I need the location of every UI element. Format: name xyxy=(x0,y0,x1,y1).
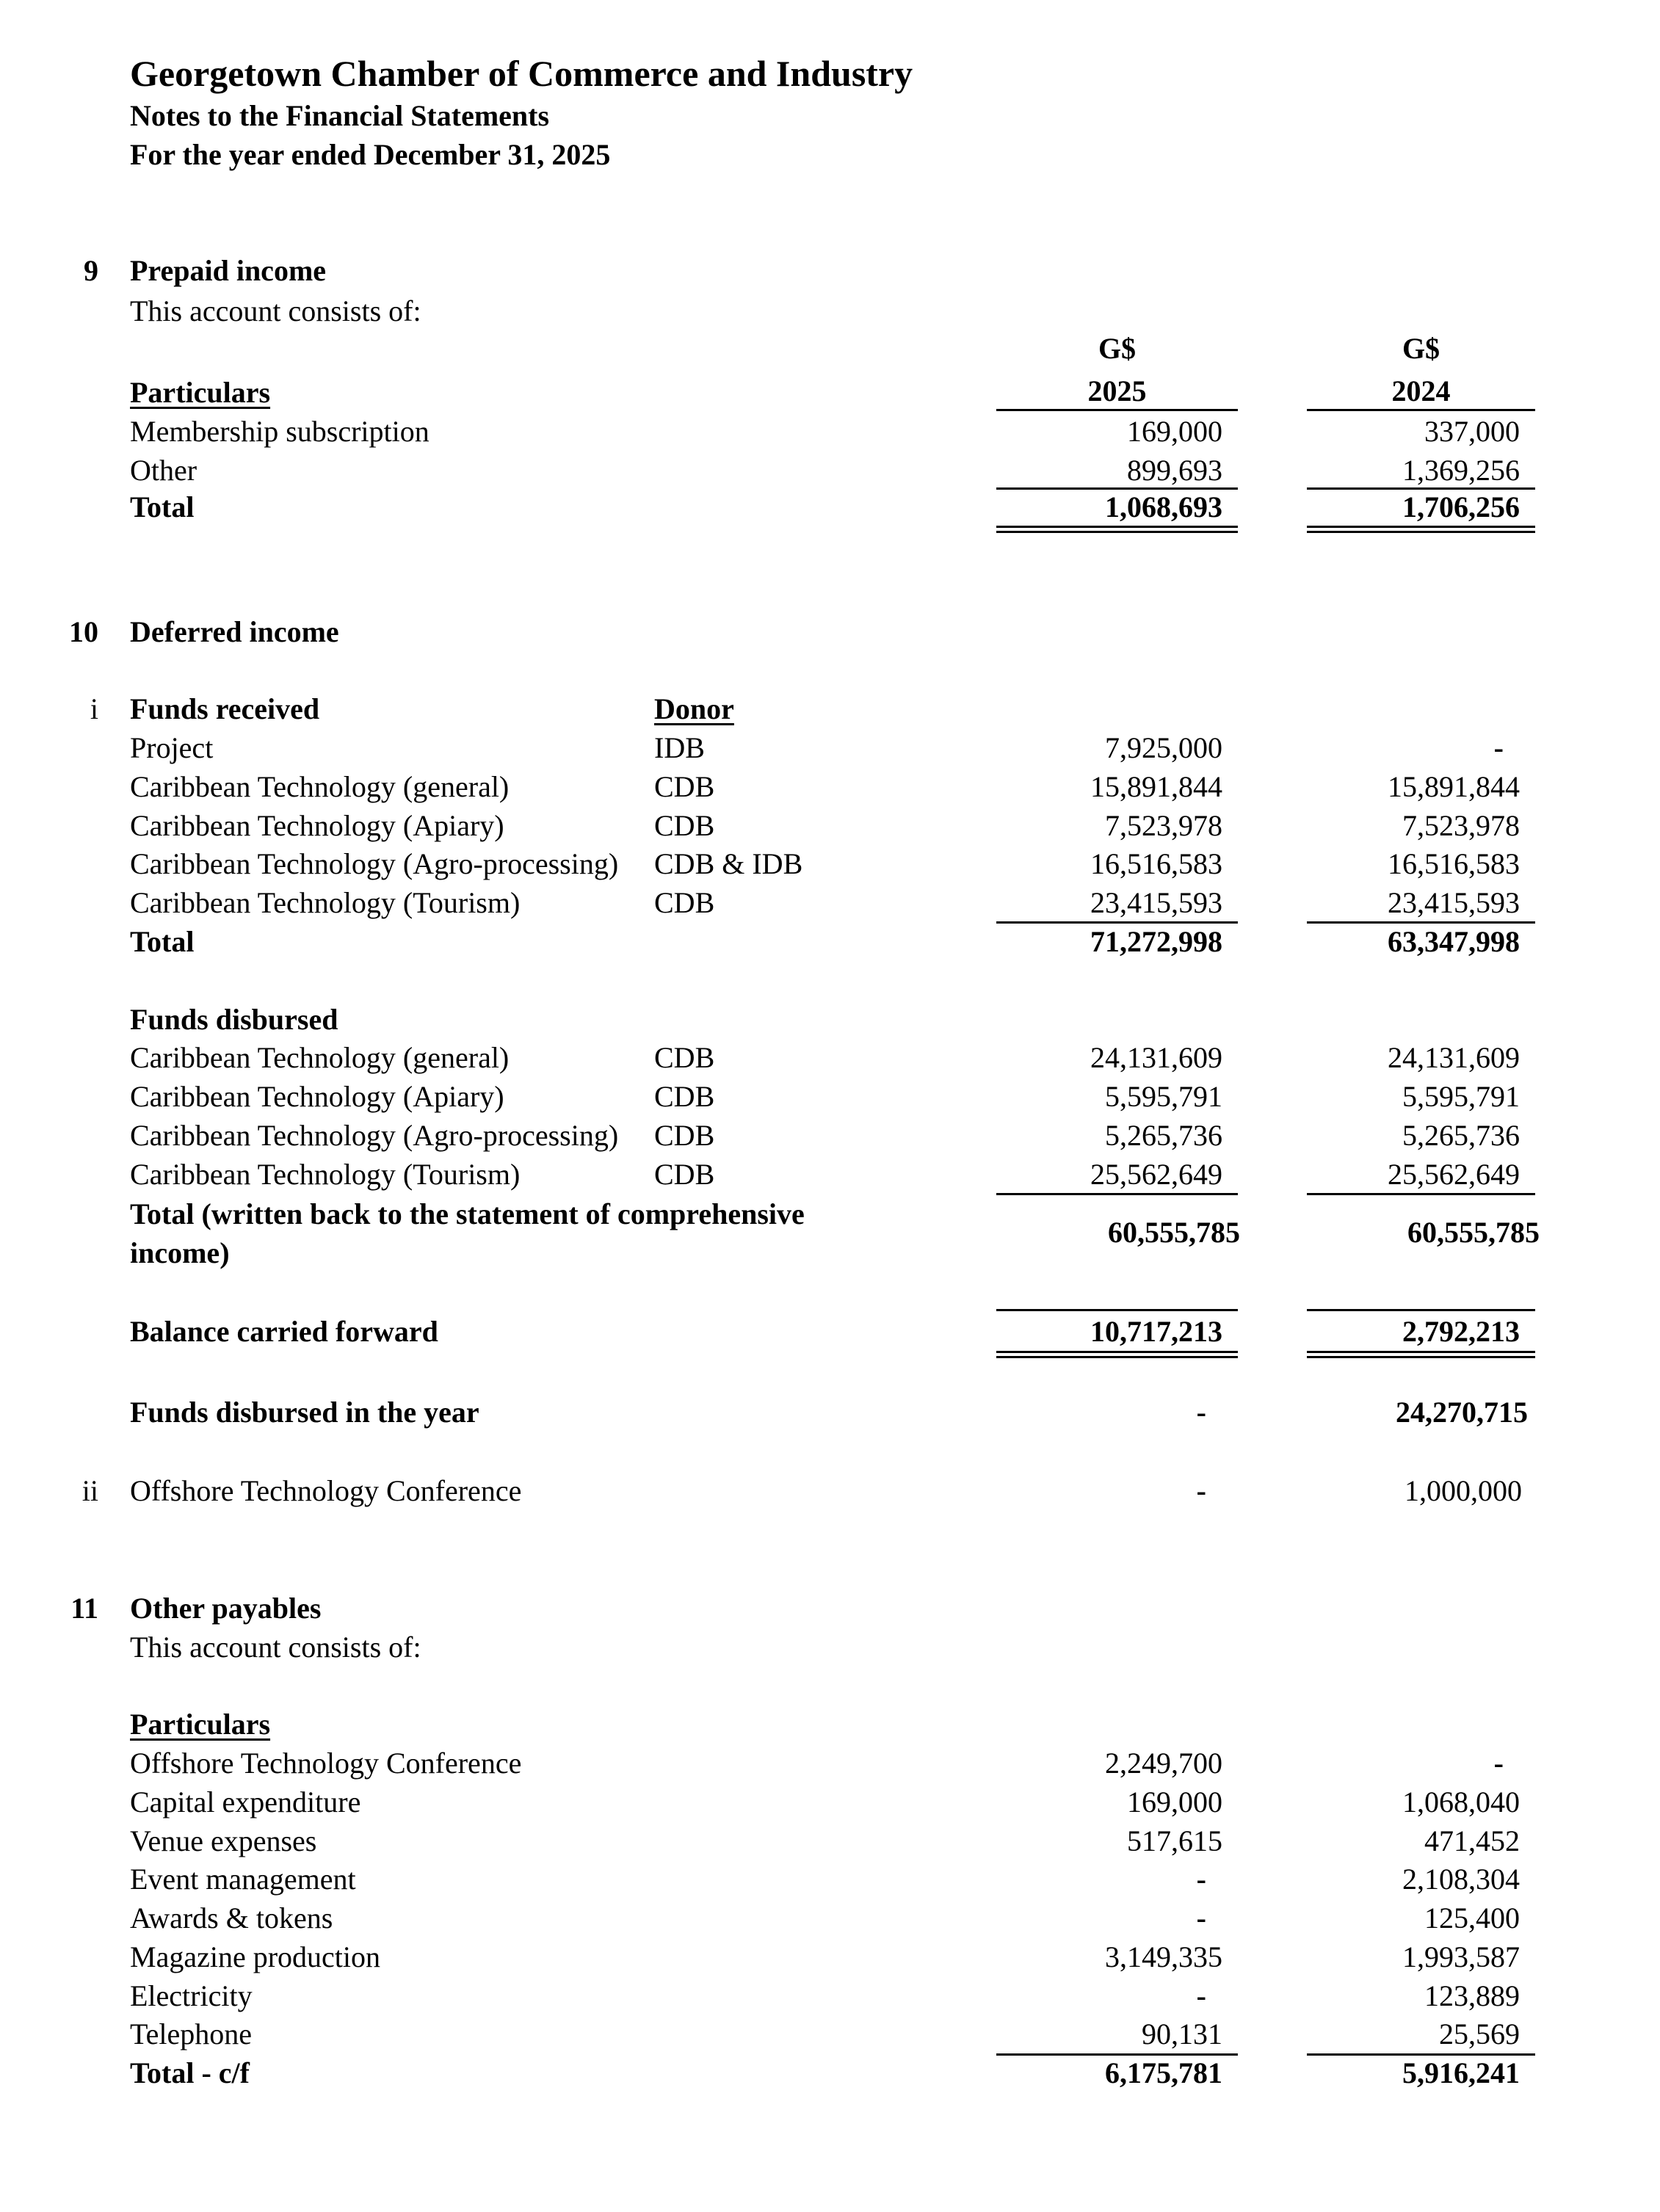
double-rule xyxy=(996,531,1238,533)
total-2024: 63,347,998 xyxy=(1388,925,1520,958)
row-label: Offshore Technology Conference xyxy=(130,1474,522,1507)
value-2024: 5,595,791 xyxy=(1402,1080,1520,1113)
donor-heading: Donor xyxy=(654,692,734,725)
value-2025: 5,595,791 xyxy=(1105,1080,1222,1113)
rule xyxy=(1307,1309,1535,1311)
value-2025: 169,000 xyxy=(1127,415,1222,448)
donor: CDB xyxy=(654,1158,715,1191)
value-2025: 7,925,000 xyxy=(1105,731,1222,764)
value-2024: 25,562,649 xyxy=(1388,1158,1520,1191)
row-label: Membership subscription xyxy=(130,415,430,448)
donor: CDB xyxy=(654,809,715,842)
total-2025: 71,272,998 xyxy=(1090,925,1222,958)
value-2025: 517,615 xyxy=(1127,1824,1222,1857)
row-label: Caribbean Technology (general) xyxy=(130,1041,510,1074)
header-rule-2024 xyxy=(1307,409,1535,411)
row-label: Magazine production xyxy=(130,1940,380,1973)
currency-header-2024: G$ xyxy=(1402,332,1440,365)
value-2025: - xyxy=(1196,1863,1206,1896)
row-label: Project xyxy=(130,731,214,764)
header-rule-2025 xyxy=(996,409,1238,411)
balance-2025: 10,717,213 xyxy=(1090,1315,1222,1348)
row-label: Awards & tokens xyxy=(130,1901,333,1934)
funds-disbursed-heading: Funds disbursed xyxy=(130,1003,338,1036)
row-label: Caribbean Technology (Tourism) xyxy=(130,1158,521,1191)
donor: CDB & IDB xyxy=(654,847,803,880)
currency-header-2025: G$ xyxy=(1098,332,1137,365)
balance-label: Balance carried forward xyxy=(130,1315,438,1348)
row-label: Telephone xyxy=(130,2017,253,2050)
value-2025: - xyxy=(1196,1901,1206,1934)
donor: CDB xyxy=(654,770,715,803)
value-2025: 24,131,609 xyxy=(1090,1041,1222,1074)
note-title: Other payables xyxy=(130,1592,322,1625)
row-label: Caribbean Technology (general) xyxy=(130,770,510,803)
note-number: 9 xyxy=(84,254,98,287)
value-2024: 5,265,736 xyxy=(1402,1119,1520,1152)
donor: IDB xyxy=(654,731,705,764)
row-label: Offshore Technology Conference xyxy=(130,1747,522,1780)
part-number: i xyxy=(90,692,98,725)
row-label: Caribbean Technology (Tourism) xyxy=(130,886,521,919)
value-2024: 7,523,978 xyxy=(1402,809,1520,842)
double-rule xyxy=(1307,526,1535,528)
balance-2024: 2,792,213 xyxy=(1402,1315,1520,1348)
double-rule xyxy=(1307,1356,1535,1358)
total-label: Total xyxy=(130,925,195,958)
total-2024: 5,916,241 xyxy=(1402,2056,1520,2089)
organization-name: Georgetown Chamber of Commerce and Industry xyxy=(130,53,913,94)
particulars-heading: Particulars xyxy=(130,376,271,409)
value-2024: 25,569 xyxy=(1439,2017,1520,2050)
value-2024: 16,516,583 xyxy=(1388,847,1520,880)
total-label: Total - c/f xyxy=(130,2056,250,2089)
part-number: ii xyxy=(81,1474,98,1507)
row-label: Event management xyxy=(130,1863,356,1896)
row-label: Electricity xyxy=(130,1979,253,2012)
value-2025: 169,000 xyxy=(1127,1785,1222,1818)
row-label: Other xyxy=(130,454,197,487)
document-subtitle: Notes to the Financial Statements xyxy=(130,99,550,132)
value-2024: 471,452 xyxy=(1424,1824,1520,1857)
value-2024: 2,108,304 xyxy=(1402,1863,1520,1896)
value-2025: 3,149,335 xyxy=(1105,1940,1222,1973)
total-2025: 60,555,785 xyxy=(1108,1216,1240,1249)
value-2025: 899,693 xyxy=(1127,454,1222,487)
value-2025: 2,249,700 xyxy=(1105,1747,1222,1780)
rule xyxy=(996,1309,1238,1311)
value-2025: 25,562,649 xyxy=(1090,1158,1222,1191)
disbursed-in-year-2024: 24,270,715 xyxy=(1396,1396,1528,1429)
value-2025: 90,131 xyxy=(1142,2017,1222,2050)
total-2025: 6,175,781 xyxy=(1105,2056,1222,2089)
note-title: Deferred income xyxy=(130,615,339,648)
note-intro: This account consists of: xyxy=(130,1631,421,1664)
row-label: Venue expenses xyxy=(130,1824,317,1857)
total-2024: 60,555,785 xyxy=(1407,1216,1540,1249)
note-number: 10 xyxy=(69,615,98,648)
year-header-2024: 2024 xyxy=(1391,374,1451,407)
value-2024: 1,369,256 xyxy=(1402,454,1520,487)
row-label: Caribbean Technology (Apiary) xyxy=(130,1080,504,1113)
value-2025: 5,265,736 xyxy=(1105,1119,1222,1152)
disbursed-in-year-label: Funds disbursed in the year xyxy=(130,1396,479,1429)
value-2024: 15,891,844 xyxy=(1388,770,1520,803)
double-rule xyxy=(1307,531,1535,533)
value-2024: 1,000,000 xyxy=(1405,1474,1522,1507)
disbursed-in-year-2025: - xyxy=(1196,1396,1206,1429)
value-2025: 16,516,583 xyxy=(1090,847,1222,880)
donor: CDB xyxy=(654,1119,715,1152)
subtotal-rule xyxy=(1307,1193,1535,1195)
double-rule xyxy=(996,1351,1238,1353)
value-2024: - xyxy=(1493,1747,1504,1780)
note-number: 11 xyxy=(70,1592,98,1625)
value-2024: 24,131,609 xyxy=(1388,1041,1520,1074)
total-label: Total xyxy=(130,490,195,523)
value-2025: 7,523,978 xyxy=(1105,809,1222,842)
row-label: Caribbean Technology (Agro-processing) xyxy=(130,1119,619,1152)
note-intro: This account consists of: xyxy=(130,294,421,327)
value-2025: - xyxy=(1196,1474,1206,1507)
value-2025: - xyxy=(1196,1979,1206,2012)
row-label: Caribbean Technology (Apiary) xyxy=(130,809,504,842)
double-rule xyxy=(996,526,1238,528)
reporting-period: For the year ended December 31, 2025 xyxy=(130,138,611,171)
double-rule xyxy=(1307,1351,1535,1353)
subtotal-rule xyxy=(996,1193,1238,1195)
value-2024: 23,415,593 xyxy=(1388,886,1520,919)
total-written-back-label: Total (written back to the statement of comprehensive income) xyxy=(130,1197,805,1269)
note-title: Prepaid income xyxy=(130,254,327,287)
value-2024: 1,068,040 xyxy=(1402,1785,1520,1818)
total-2024: 1,706,256 xyxy=(1402,490,1520,523)
value-2024: 125,400 xyxy=(1424,1901,1520,1934)
funds-received-heading: Funds received xyxy=(130,692,320,725)
donor: CDB xyxy=(654,886,715,919)
donor: CDB xyxy=(654,1041,715,1074)
double-rule xyxy=(996,1356,1238,1358)
row-label: Capital expenditure xyxy=(130,1785,361,1818)
value-2025: 23,415,593 xyxy=(1090,886,1222,919)
row-label: Caribbean Technology (Agro-processing) xyxy=(130,847,619,880)
value-2024: 337,000 xyxy=(1424,415,1520,448)
total-2025: 1,068,693 xyxy=(1105,490,1222,523)
year-header-2025: 2025 xyxy=(1087,374,1147,407)
value-2024: 123,889 xyxy=(1424,1979,1520,2012)
value-2024: 1,993,587 xyxy=(1402,1940,1520,1973)
donor: CDB xyxy=(654,1080,715,1113)
particulars-heading: Particulars xyxy=(130,1708,271,1741)
value-2024: - xyxy=(1493,731,1504,764)
value-2025: 15,891,844 xyxy=(1090,770,1222,803)
